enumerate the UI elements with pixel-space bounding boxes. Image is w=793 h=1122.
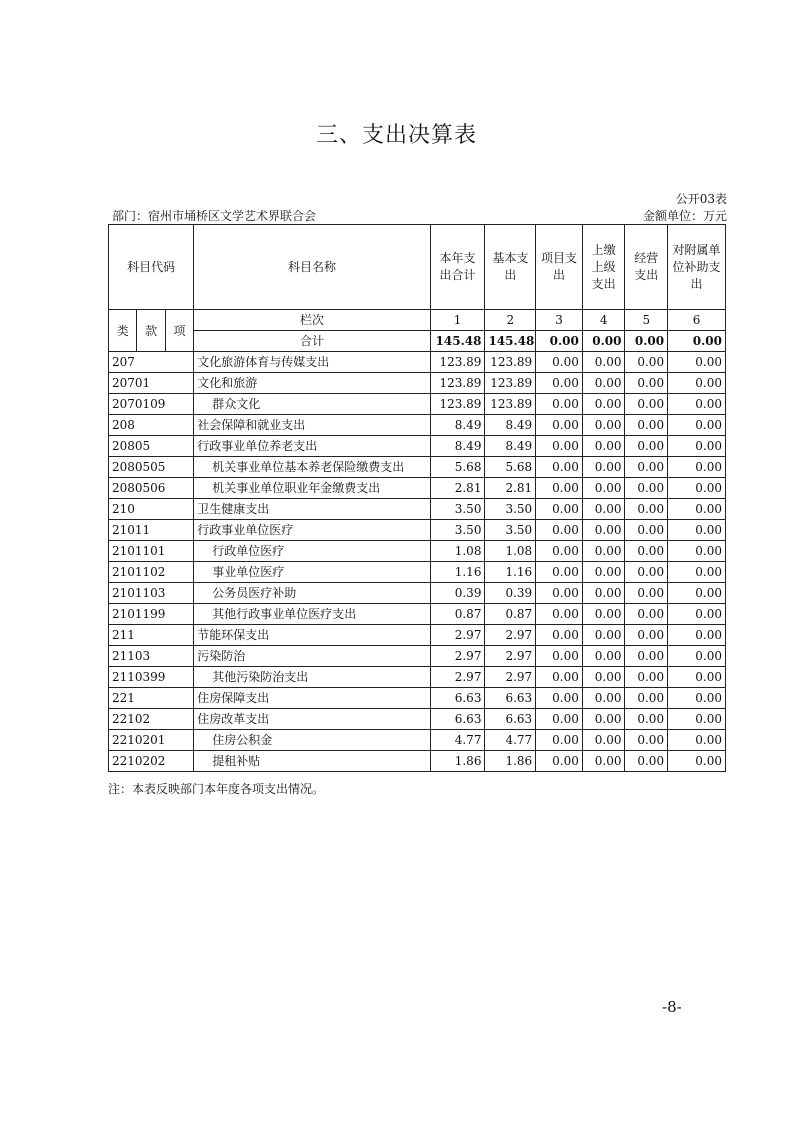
row-v1: 6.63 bbox=[430, 688, 485, 709]
row-v3: 0.00 bbox=[536, 499, 583, 520]
row-v3: 0.00 bbox=[536, 520, 583, 541]
row-v6: 0.00 bbox=[668, 709, 726, 730]
table-row bbox=[109, 562, 726, 583]
row-code: 2101199 bbox=[109, 604, 194, 625]
table-row bbox=[109, 457, 726, 478]
row-v1: 6.63 bbox=[430, 709, 485, 730]
row-v2: 2.97 bbox=[485, 646, 536, 667]
row-v1: 2.97 bbox=[430, 646, 485, 667]
row-v5: 0.00 bbox=[625, 541, 668, 562]
row-v2: 4.77 bbox=[485, 730, 536, 751]
row-v2: 5.68 bbox=[485, 457, 536, 478]
row-name: 社会保障和就业支出 bbox=[194, 415, 430, 436]
table-row bbox=[109, 373, 726, 394]
table-row bbox=[109, 415, 726, 436]
row-v6: 0.00 bbox=[668, 394, 726, 415]
row-v4: 0.00 bbox=[582, 646, 625, 667]
row-v6: 0.00 bbox=[668, 688, 726, 709]
row-v3: 0.00 bbox=[536, 436, 583, 457]
row-code: 211 bbox=[109, 625, 194, 646]
row-v3: 0.00 bbox=[536, 562, 583, 583]
row-v2: 8.49 bbox=[485, 415, 536, 436]
row-v2: 0.87 bbox=[485, 604, 536, 625]
header-lei: 类 bbox=[109, 310, 137, 352]
table-row bbox=[109, 688, 726, 709]
row-v4: 0.00 bbox=[582, 457, 625, 478]
row-name: 行政事业单位养老支出 bbox=[194, 436, 430, 457]
row-v5: 0.00 bbox=[625, 688, 668, 709]
row-v1: 1.86 bbox=[430, 751, 485, 772]
row-v1: 123.89 bbox=[430, 394, 485, 415]
col-number-3: 3 bbox=[536, 310, 583, 331]
row-v6: 0.00 bbox=[668, 457, 726, 478]
row-v1: 8.49 bbox=[430, 436, 485, 457]
header-code: 科目代码 bbox=[109, 225, 194, 310]
row-code: 210 bbox=[109, 499, 194, 520]
row-v6: 0.00 bbox=[668, 436, 726, 457]
row-v2: 6.63 bbox=[485, 688, 536, 709]
row-v3: 0.00 bbox=[536, 709, 583, 730]
table-header-row bbox=[109, 225, 726, 310]
row-code: 21011 bbox=[109, 520, 194, 541]
row-v2: 8.49 bbox=[485, 436, 536, 457]
row-v5: 0.00 bbox=[625, 373, 668, 394]
row-v2: 1.86 bbox=[485, 751, 536, 772]
row-v4: 0.00 bbox=[582, 562, 625, 583]
row-v6: 0.00 bbox=[668, 415, 726, 436]
amount-unit-label: 金额单位：万元 bbox=[642, 209, 727, 223]
total-v1: 145.48 bbox=[430, 331, 485, 352]
row-v5: 0.00 bbox=[625, 583, 668, 604]
table-row bbox=[109, 394, 726, 415]
row-v4: 0.00 bbox=[582, 730, 625, 751]
table-row bbox=[109, 583, 726, 604]
row-v2: 6.63 bbox=[485, 709, 536, 730]
table-row bbox=[109, 352, 726, 373]
row-v6: 0.00 bbox=[668, 667, 726, 688]
row-v5: 0.00 bbox=[625, 352, 668, 373]
row-v2: 1.16 bbox=[485, 562, 536, 583]
row-v4: 0.00 bbox=[582, 688, 625, 709]
table-row bbox=[109, 499, 726, 520]
row-name: 节能环保支出 bbox=[194, 625, 430, 646]
row-v5: 0.00 bbox=[625, 604, 668, 625]
header-name: 科目名称 bbox=[194, 225, 430, 310]
row-v6: 0.00 bbox=[668, 562, 726, 583]
row-v4: 0.00 bbox=[582, 436, 625, 457]
row-v3: 0.00 bbox=[536, 646, 583, 667]
row-code: 207 bbox=[109, 352, 194, 373]
row-v4: 0.00 bbox=[582, 394, 625, 415]
row-v3: 0.00 bbox=[536, 541, 583, 562]
col-number-6: 6 bbox=[668, 310, 726, 331]
table-row bbox=[109, 478, 726, 499]
row-v2: 1.08 bbox=[485, 541, 536, 562]
row-v3: 0.00 bbox=[536, 415, 583, 436]
row-v6: 0.00 bbox=[668, 373, 726, 394]
page-title: 三、支出决算表 bbox=[315, 123, 477, 148]
row-v2: 123.89 bbox=[485, 352, 536, 373]
header-col1: 本年支出合计 bbox=[430, 225, 485, 310]
row-v4: 0.00 bbox=[582, 583, 625, 604]
row-v4: 0.00 bbox=[582, 373, 625, 394]
row-code: 208 bbox=[109, 415, 194, 436]
row-code: 2101103 bbox=[109, 583, 194, 604]
table-row bbox=[109, 646, 726, 667]
total-row bbox=[109, 331, 726, 352]
row-v5: 0.00 bbox=[625, 562, 668, 583]
table-row bbox=[109, 520, 726, 541]
row-v2: 123.89 bbox=[485, 394, 536, 415]
row-code: 2080506 bbox=[109, 478, 194, 499]
row-v4: 0.00 bbox=[582, 415, 625, 436]
expenditure-table bbox=[108, 224, 726, 772]
total-v5: 0.00 bbox=[625, 331, 668, 352]
row-v3: 0.00 bbox=[536, 373, 583, 394]
row-v6: 0.00 bbox=[668, 541, 726, 562]
row-v6: 0.00 bbox=[668, 625, 726, 646]
row-v6: 0.00 bbox=[668, 730, 726, 751]
department-label: 部门：宿州市埇桥区文学艺术界联合会 bbox=[112, 209, 317, 223]
row-name: 机关事业单位职业年金缴费支出 bbox=[194, 478, 430, 499]
row-v3: 0.00 bbox=[536, 478, 583, 499]
row-v6: 0.00 bbox=[668, 604, 726, 625]
row-v6: 0.00 bbox=[668, 520, 726, 541]
row-name: 住房改革支出 bbox=[194, 709, 430, 730]
row-v5: 0.00 bbox=[625, 646, 668, 667]
total-v6: 0.00 bbox=[668, 331, 726, 352]
row-v5: 0.00 bbox=[625, 520, 668, 541]
table-row bbox=[109, 730, 726, 751]
row-name: 其他污染防治支出 bbox=[194, 667, 430, 688]
row-name: 群众文化 bbox=[194, 394, 430, 415]
row-v3: 0.00 bbox=[536, 688, 583, 709]
row-v1: 1.16 bbox=[430, 562, 485, 583]
row-name: 住房公积金 bbox=[194, 730, 430, 751]
row-code: 20701 bbox=[109, 373, 194, 394]
header-col6: 对附属单位补助支出 bbox=[668, 225, 726, 310]
row-name: 文化旅游体育与传媒支出 bbox=[194, 352, 430, 373]
table-row bbox=[109, 751, 726, 772]
row-v4: 0.00 bbox=[582, 478, 625, 499]
row-v5: 0.00 bbox=[625, 436, 668, 457]
row-code: 2101101 bbox=[109, 541, 194, 562]
row-v5: 0.00 bbox=[625, 394, 668, 415]
row-v4: 0.00 bbox=[582, 352, 625, 373]
total-label: 合计 bbox=[194, 331, 430, 352]
row-v6: 0.00 bbox=[668, 646, 726, 667]
row-v5: 0.00 bbox=[625, 667, 668, 688]
header-kuan: 款 bbox=[137, 310, 165, 352]
row-v4: 0.00 bbox=[582, 541, 625, 562]
row-name: 其他行政事业单位医疗支出 bbox=[194, 604, 430, 625]
row-code: 2070109 bbox=[109, 394, 194, 415]
row-v6: 0.00 bbox=[668, 751, 726, 772]
table-note: 注：本表反映部门本年度各项支出情况。 bbox=[108, 782, 325, 796]
col-number-1: 1 bbox=[430, 310, 485, 331]
row-v3: 0.00 bbox=[536, 751, 583, 772]
row-v3: 0.00 bbox=[536, 583, 583, 604]
row-v4: 0.00 bbox=[582, 667, 625, 688]
table-row bbox=[109, 604, 726, 625]
row-v5: 0.00 bbox=[625, 625, 668, 646]
row-v4: 0.00 bbox=[582, 604, 625, 625]
row-v1: 123.89 bbox=[430, 373, 485, 394]
col-number-4: 4 bbox=[582, 310, 625, 331]
row-code: 20805 bbox=[109, 436, 194, 457]
row-v3: 0.00 bbox=[536, 667, 583, 688]
row-v2: 2.97 bbox=[485, 625, 536, 646]
row-v1: 8.49 bbox=[430, 415, 485, 436]
row-code: 2080505 bbox=[109, 457, 194, 478]
row-v6: 0.00 bbox=[668, 499, 726, 520]
header-xiang: 项 bbox=[165, 310, 193, 352]
row-v1: 0.39 bbox=[430, 583, 485, 604]
row-v5: 0.00 bbox=[625, 478, 668, 499]
row-v1: 3.50 bbox=[430, 499, 485, 520]
header-col5: 经营支出 bbox=[625, 225, 668, 310]
row-v3: 0.00 bbox=[536, 394, 583, 415]
header-col3: 项目支出 bbox=[536, 225, 583, 310]
row-v1: 3.50 bbox=[430, 520, 485, 541]
row-v1: 2.81 bbox=[430, 478, 485, 499]
row-v3: 0.00 bbox=[536, 457, 583, 478]
row-code: 22102 bbox=[109, 709, 194, 730]
row-v2: 3.50 bbox=[485, 520, 536, 541]
header-lanci: 栏次 bbox=[194, 310, 430, 331]
row-v5: 0.00 bbox=[625, 415, 668, 436]
row-name: 行政事业单位医疗 bbox=[194, 520, 430, 541]
row-v1: 2.97 bbox=[430, 667, 485, 688]
row-v2: 2.81 bbox=[485, 478, 536, 499]
row-name: 事业单位医疗 bbox=[194, 562, 430, 583]
col-number-5: 5 bbox=[625, 310, 668, 331]
row-v1: 5.68 bbox=[430, 457, 485, 478]
row-v5: 0.00 bbox=[625, 730, 668, 751]
row-v3: 0.00 bbox=[536, 352, 583, 373]
row-v1: 123.89 bbox=[430, 352, 485, 373]
row-name: 机关事业单位基本养老保险缴费支出 bbox=[194, 457, 430, 478]
row-v3: 0.00 bbox=[536, 604, 583, 625]
table-row bbox=[109, 436, 726, 457]
row-name: 卫生健康支出 bbox=[194, 499, 430, 520]
row-v4: 0.00 bbox=[582, 625, 625, 646]
row-v3: 0.00 bbox=[536, 730, 583, 751]
row-v6: 0.00 bbox=[668, 352, 726, 373]
total-v4: 0.00 bbox=[582, 331, 625, 352]
row-v1: 4.77 bbox=[430, 730, 485, 751]
row-name: 住房保障支出 bbox=[194, 688, 430, 709]
table-row bbox=[109, 709, 726, 730]
row-v3: 0.00 bbox=[536, 625, 583, 646]
row-v4: 0.00 bbox=[582, 709, 625, 730]
col-number-2: 2 bbox=[485, 310, 536, 331]
row-v6: 0.00 bbox=[668, 583, 726, 604]
row-code: 2210202 bbox=[109, 751, 194, 772]
form-number: 公开03表 bbox=[675, 192, 727, 206]
row-code: 221 bbox=[109, 688, 194, 709]
row-v1: 1.08 bbox=[430, 541, 485, 562]
row-v5: 0.00 bbox=[625, 457, 668, 478]
row-code: 2210201 bbox=[109, 730, 194, 751]
row-v5: 0.00 bbox=[625, 751, 668, 772]
row-code: 21103 bbox=[109, 646, 194, 667]
row-name: 文化和旅游 bbox=[194, 373, 430, 394]
row-v2: 0.39 bbox=[485, 583, 536, 604]
row-name: 公务员医疗补助 bbox=[194, 583, 430, 604]
column-number-row bbox=[109, 310, 726, 331]
row-v6: 0.00 bbox=[668, 478, 726, 499]
row-name: 行政单位医疗 bbox=[194, 541, 430, 562]
row-v1: 2.97 bbox=[430, 625, 485, 646]
total-v2: 145.48 bbox=[485, 331, 536, 352]
row-v2: 123.89 bbox=[485, 373, 536, 394]
row-v5: 0.00 bbox=[625, 499, 668, 520]
table-row bbox=[109, 541, 726, 562]
row-v5: 0.00 bbox=[625, 709, 668, 730]
row-v4: 0.00 bbox=[582, 751, 625, 772]
page-number: -8- bbox=[662, 998, 682, 1016]
total-v3: 0.00 bbox=[536, 331, 583, 352]
row-v2: 3.50 bbox=[485, 499, 536, 520]
row-v4: 0.00 bbox=[582, 499, 625, 520]
row-code: 2110399 bbox=[109, 667, 194, 688]
table-row bbox=[109, 667, 726, 688]
row-name: 污染防治 bbox=[194, 646, 430, 667]
row-v4: 0.00 bbox=[582, 520, 625, 541]
row-name: 提租补贴 bbox=[194, 751, 430, 772]
row-code: 2101102 bbox=[109, 562, 194, 583]
header-col4: 上缴上级支出 bbox=[582, 225, 625, 310]
header-col2: 基本支出 bbox=[485, 225, 536, 310]
row-v2: 2.97 bbox=[485, 667, 536, 688]
row-v1: 0.87 bbox=[430, 604, 485, 625]
table-row bbox=[109, 625, 726, 646]
